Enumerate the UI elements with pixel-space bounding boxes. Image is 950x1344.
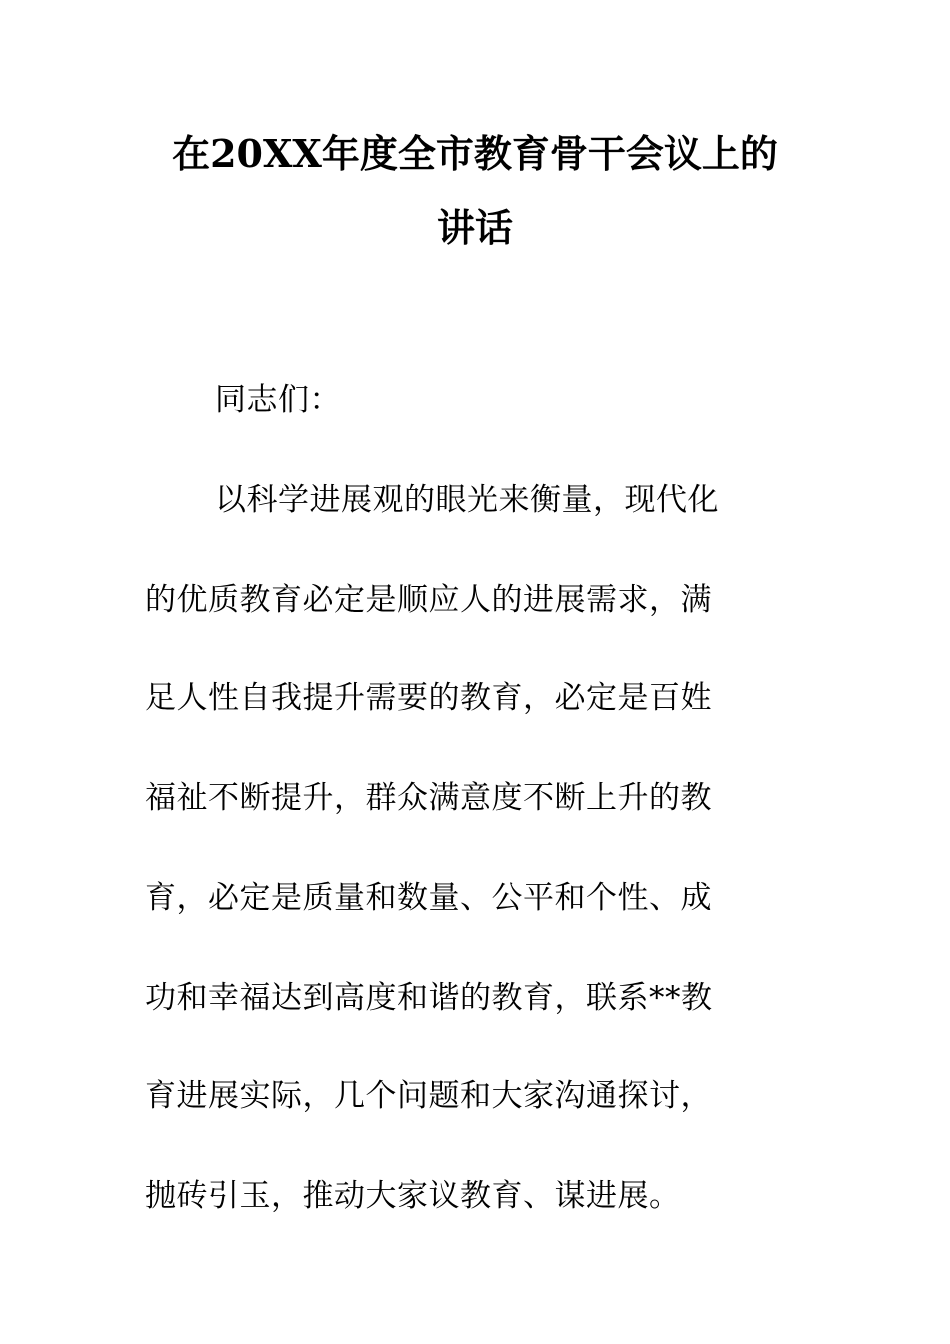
document-title-line-1: 在20XX年度全市教育骨干会议上的 — [172, 131, 778, 176]
paragraph-line: 以科学进展观的眼光来衡量，现代化 — [215, 482, 719, 518]
paragraph-line: 功和幸福达到高度和谐的教育，联系**教 — [145, 980, 713, 1016]
paragraph-line: 福祉不断提升，群众满意度不断上升的教 — [145, 780, 712, 816]
paragraph-line: 育进展实际，几个问题和大家沟通探讨， — [145, 1078, 712, 1114]
paragraph-line: 足人性自我提升需要的教育，必定是百姓 — [145, 680, 712, 716]
paragraph-line: 的优质教育必定是顺应人的进展需求，满 — [145, 582, 712, 618]
paragraph-line: 育，必定是质量和数量、公平和个性、成 — [145, 880, 712, 916]
paragraph-line: 抛砖引玉，推动大家议教育、谋进展。 — [145, 1178, 681, 1214]
document-title-line-2: 讲话 — [436, 205, 513, 250]
salutation: 同志们： — [215, 382, 341, 418]
